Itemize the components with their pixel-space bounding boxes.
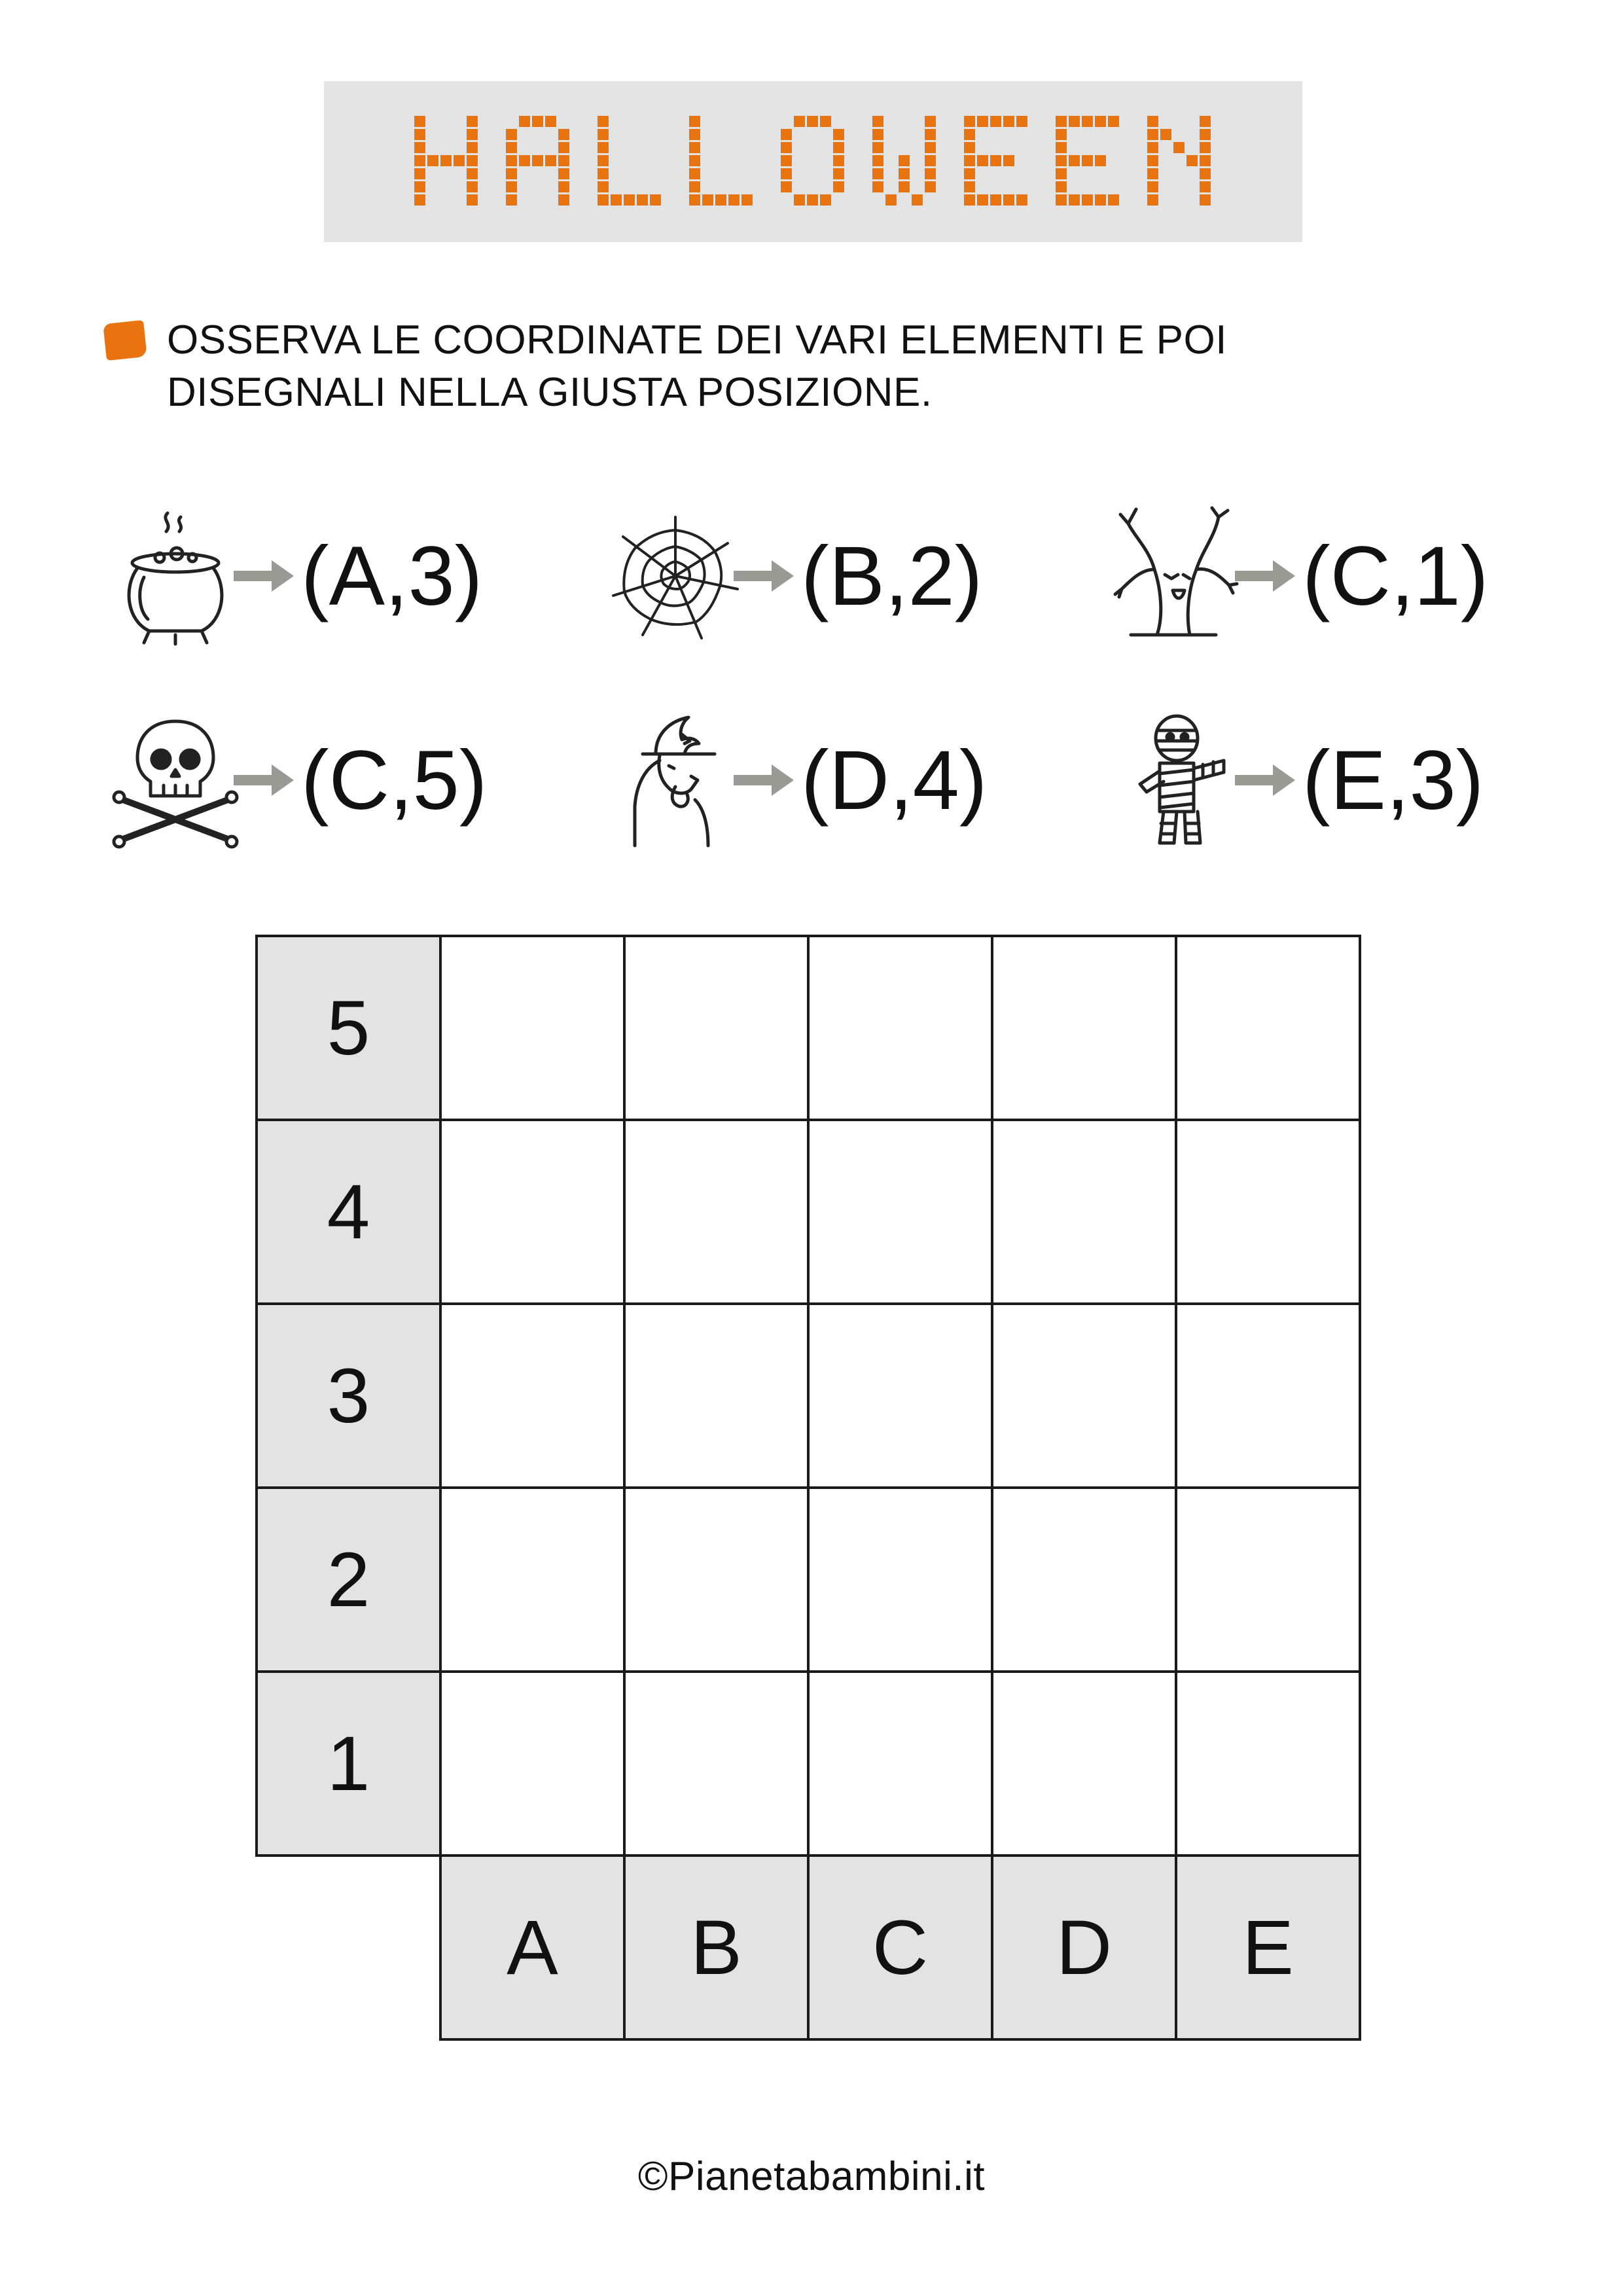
title-pixel xyxy=(1016,116,1027,127)
title-pixel xyxy=(689,181,700,192)
title-pixel xyxy=(728,194,740,206)
row-label: 2 xyxy=(255,1486,442,1673)
title-pixel xyxy=(1147,129,1158,140)
title-pixel xyxy=(1056,194,1067,206)
title-pixel xyxy=(558,194,569,206)
title-pixel xyxy=(1200,181,1211,192)
title-pixel xyxy=(1069,155,1080,166)
title-pixel xyxy=(990,155,1001,166)
cauldron-icon xyxy=(103,504,247,648)
grid-cell-b5[interactable] xyxy=(623,935,810,1121)
title-pixel xyxy=(964,155,975,166)
copyright-footer: ©Pianetabambini.it xyxy=(637,2154,986,2199)
title-pixel xyxy=(977,116,988,127)
title-pixel xyxy=(414,155,425,166)
grid-column-labels xyxy=(257,1856,1360,2039)
instruction-line-2: DISEGNALI NELLA GIUSTA POSIZIONE. xyxy=(167,370,933,415)
title-pixel xyxy=(925,155,936,166)
title-pixel xyxy=(781,155,792,166)
clue-coordinate: (D,4) xyxy=(801,734,988,827)
title-pixel xyxy=(820,116,831,127)
title-pixel xyxy=(990,116,1001,127)
title-pixel xyxy=(964,116,975,127)
title-pixel xyxy=(977,155,988,166)
grid-cell-e3[interactable] xyxy=(1175,1302,1361,1489)
title-pixel xyxy=(532,155,543,166)
clue-spooky-tree xyxy=(1105,504,1589,648)
title-pixel xyxy=(689,129,700,140)
title-pixel xyxy=(467,155,478,166)
title-pixel xyxy=(781,168,792,179)
title-pixel xyxy=(558,155,569,166)
title-pixel xyxy=(506,181,517,192)
title-pixel xyxy=(885,194,897,206)
title-pixel xyxy=(833,168,844,179)
grid-cell-e4[interactable] xyxy=(1175,1119,1361,1305)
title-pixel xyxy=(833,181,844,192)
title-pixel xyxy=(597,194,609,206)
title-pixel xyxy=(715,194,726,206)
title-pixel xyxy=(1003,116,1014,127)
title-pixel xyxy=(1003,194,1014,206)
title-pixel xyxy=(833,142,844,153)
clue-mummy xyxy=(1105,708,1589,852)
title-pixel xyxy=(964,181,975,192)
row-label: 1 xyxy=(255,1670,442,1857)
title-pixel xyxy=(872,116,883,127)
title-pixel xyxy=(506,129,517,140)
title-pixel xyxy=(519,116,530,127)
title-pixel xyxy=(925,181,936,192)
title-pixel xyxy=(427,155,438,166)
grid-cell-b4[interactable] xyxy=(623,1119,810,1305)
grid-cell-a3[interactable] xyxy=(439,1302,626,1489)
title-pixel xyxy=(506,194,517,206)
grid-cell-c5[interactable] xyxy=(807,935,993,1121)
grid-cell-d5[interactable] xyxy=(991,935,1177,1121)
clue-coordinate: (B,2) xyxy=(801,529,983,623)
title-pixel xyxy=(964,129,975,140)
title-pixel xyxy=(1147,194,1158,206)
title-pixel xyxy=(1095,194,1106,206)
clue-cauldron xyxy=(103,504,588,648)
title-pixel xyxy=(1056,129,1067,140)
title-halloween xyxy=(388,106,1239,217)
title-pixel xyxy=(1108,116,1119,127)
title-pixel xyxy=(506,155,517,166)
title-pixel xyxy=(414,142,425,153)
grid-cell-e5[interactable] xyxy=(1175,935,1361,1121)
title-pixel xyxy=(964,142,975,153)
grid-cell-c3[interactable] xyxy=(807,1302,993,1489)
grid-cell-a5[interactable] xyxy=(439,935,626,1121)
grid-cell-c4[interactable] xyxy=(807,1119,993,1305)
mummy-icon xyxy=(1105,708,1249,852)
title-pixel xyxy=(440,155,452,166)
title-pixel xyxy=(1003,155,1014,166)
instruction-text xyxy=(167,314,1410,419)
title-pixel xyxy=(597,129,609,140)
title-pixel xyxy=(637,194,648,206)
title-pixel xyxy=(807,116,818,127)
title-pixel xyxy=(624,194,635,206)
title-pixel xyxy=(964,194,975,206)
title-pixel xyxy=(925,129,936,140)
title-pixel xyxy=(597,116,609,127)
grid-row-5 xyxy=(257,936,1360,1120)
column-label: B xyxy=(623,1854,810,2041)
title-pixel xyxy=(1069,116,1080,127)
title-pixel xyxy=(925,142,936,153)
grid-cell-d3[interactable] xyxy=(991,1302,1177,1489)
grid-row-1 xyxy=(257,1672,1360,1856)
title-pixel xyxy=(454,155,465,166)
title-pixel xyxy=(781,181,792,192)
title-pixel xyxy=(545,155,556,166)
title-pixel xyxy=(1082,155,1093,166)
spooky-tree-icon xyxy=(1105,504,1249,648)
arrow-icon xyxy=(231,556,296,596)
coordinate-grid xyxy=(257,936,1360,2039)
title-pixel xyxy=(414,116,425,127)
grid-cell-c2[interactable] xyxy=(807,1486,993,1673)
title-pixel xyxy=(1200,168,1211,179)
grid-corner xyxy=(255,1854,442,2041)
grid-cell-a1[interactable] xyxy=(439,1670,626,1857)
clue-skull xyxy=(103,708,588,852)
title-pixel xyxy=(872,155,883,166)
title-pixel xyxy=(1200,194,1211,206)
title-pixel xyxy=(820,194,831,206)
title-pixel xyxy=(964,168,975,179)
grid-cell-c1[interactable] xyxy=(807,1670,993,1857)
title-pixel xyxy=(1095,155,1106,166)
title-pixel xyxy=(1200,155,1211,166)
title-pixel xyxy=(414,129,425,140)
arrow-icon xyxy=(231,761,296,800)
row-label: 3 xyxy=(255,1302,442,1489)
title-pixel xyxy=(506,168,517,179)
title-pixel xyxy=(1173,142,1185,153)
title-pixel xyxy=(689,142,700,153)
column-label: D xyxy=(991,1854,1177,2041)
title-pixel xyxy=(872,181,883,192)
title-pixel xyxy=(781,129,792,140)
title-pixel xyxy=(689,168,700,179)
grid-row-4 xyxy=(257,1120,1360,1304)
title-pixel xyxy=(467,142,478,153)
title-pixel xyxy=(597,168,609,179)
title-pixel xyxy=(977,194,988,206)
title-pixel xyxy=(1056,142,1067,153)
title-pixel xyxy=(467,168,478,179)
title-pixel xyxy=(781,142,792,153)
title-pixel xyxy=(1147,116,1158,127)
orange-bullet-icon xyxy=(103,320,147,361)
witch-icon xyxy=(603,708,747,852)
title-pixel xyxy=(519,155,530,166)
title-pixel xyxy=(912,194,923,206)
clue-coordinate: (C,5) xyxy=(301,734,488,827)
title-pixel xyxy=(414,194,425,206)
column-label: C xyxy=(807,1854,993,2041)
title-pixel xyxy=(990,194,1001,206)
title-pixel xyxy=(597,155,609,166)
row-label: 4 xyxy=(255,1119,442,1305)
title-pixel xyxy=(545,116,556,127)
skull-crossbones-icon xyxy=(103,708,247,852)
title-pixel xyxy=(1147,142,1158,153)
title-pixel xyxy=(558,181,569,192)
title-pixel xyxy=(558,168,569,179)
clue-spider-web xyxy=(603,504,1088,648)
title-pixel xyxy=(689,194,700,206)
title-pixel xyxy=(741,194,753,206)
title-pixel xyxy=(506,142,517,153)
arrow-icon xyxy=(731,556,796,596)
arrow-icon xyxy=(731,761,796,800)
title-pixel xyxy=(414,181,425,192)
grid-cell-d4[interactable] xyxy=(991,1119,1177,1305)
title-pixel xyxy=(1056,181,1067,192)
title-pixel xyxy=(467,181,478,192)
title-pixel xyxy=(1200,142,1211,153)
grid-cell-d1[interactable] xyxy=(991,1670,1177,1857)
spider-web-icon xyxy=(603,504,747,648)
row-label: 5 xyxy=(255,935,442,1121)
title-pixel xyxy=(925,168,936,179)
title-pixel xyxy=(1016,194,1027,206)
title-pixel xyxy=(597,142,609,153)
title-pixel xyxy=(1095,116,1106,127)
title-pixel xyxy=(1108,194,1119,206)
clue-coordinate: (A,3) xyxy=(301,529,483,623)
title-pixel xyxy=(689,116,700,127)
title-pixel xyxy=(597,181,609,192)
title-pixel xyxy=(925,116,936,127)
column-label: A xyxy=(439,1854,626,2041)
title-pixel xyxy=(467,129,478,140)
instruction-line-1: OSSERVA LE COORDINATE DEI VARI ELEMENTI E POI xyxy=(167,317,1227,363)
title-pixel xyxy=(650,194,661,206)
title-pixel xyxy=(1056,168,1067,179)
title-pixel xyxy=(1056,116,1067,127)
grid-cell-e2[interactable] xyxy=(1175,1486,1361,1673)
grid-cell-d2[interactable] xyxy=(991,1486,1177,1673)
title-pixel xyxy=(807,194,818,206)
title-pixel xyxy=(1186,155,1198,166)
title-pixel xyxy=(558,142,569,153)
grid-cell-b1[interactable] xyxy=(623,1670,810,1857)
title-pixel xyxy=(1082,116,1093,127)
title-pixel xyxy=(1056,155,1067,166)
title-pixel xyxy=(558,129,569,140)
title-pixel xyxy=(532,116,543,127)
grid-cell-a2[interactable] xyxy=(439,1486,626,1673)
title-pixel xyxy=(899,168,910,179)
title-pixel xyxy=(794,116,805,127)
title-pixel xyxy=(702,194,713,206)
title-pixel xyxy=(872,168,883,179)
title-pixel xyxy=(1160,129,1171,140)
grid-cell-a4[interactable] xyxy=(439,1119,626,1305)
title-pixel xyxy=(1082,194,1093,206)
title-pixel xyxy=(899,155,910,166)
title-pixel xyxy=(794,194,805,206)
title-pixel xyxy=(872,142,883,153)
title-pixel xyxy=(1200,129,1211,140)
grid-row-3 xyxy=(257,1304,1360,1488)
title-pixel xyxy=(1147,181,1158,192)
title-banner xyxy=(324,81,1302,242)
arrow-icon xyxy=(1232,556,1298,596)
grid-row-2 xyxy=(257,1488,1360,1672)
title-pixel xyxy=(467,116,478,127)
title-pixel xyxy=(833,129,844,140)
clue-coordinate: (C,1) xyxy=(1302,529,1489,623)
arrow-icon xyxy=(1232,761,1298,800)
title-pixel xyxy=(1147,168,1158,179)
title-pixel xyxy=(899,181,910,192)
grid-cell-b3[interactable] xyxy=(623,1302,810,1489)
title-pixel xyxy=(833,155,844,166)
clue-witch xyxy=(603,708,1088,852)
title-pixel xyxy=(467,194,478,206)
grid-cell-b2[interactable] xyxy=(623,1486,810,1673)
clue-coordinate: (E,3) xyxy=(1302,734,1484,827)
title-pixel xyxy=(611,194,622,206)
grid-cell-e1[interactable] xyxy=(1175,1670,1361,1857)
title-pixel xyxy=(1069,194,1080,206)
title-pixel xyxy=(1200,116,1211,127)
column-label: E xyxy=(1175,1854,1361,2041)
title-pixel xyxy=(872,129,883,140)
title-pixel xyxy=(1147,155,1158,166)
title-pixel xyxy=(689,155,700,166)
title-pixel xyxy=(414,168,425,179)
